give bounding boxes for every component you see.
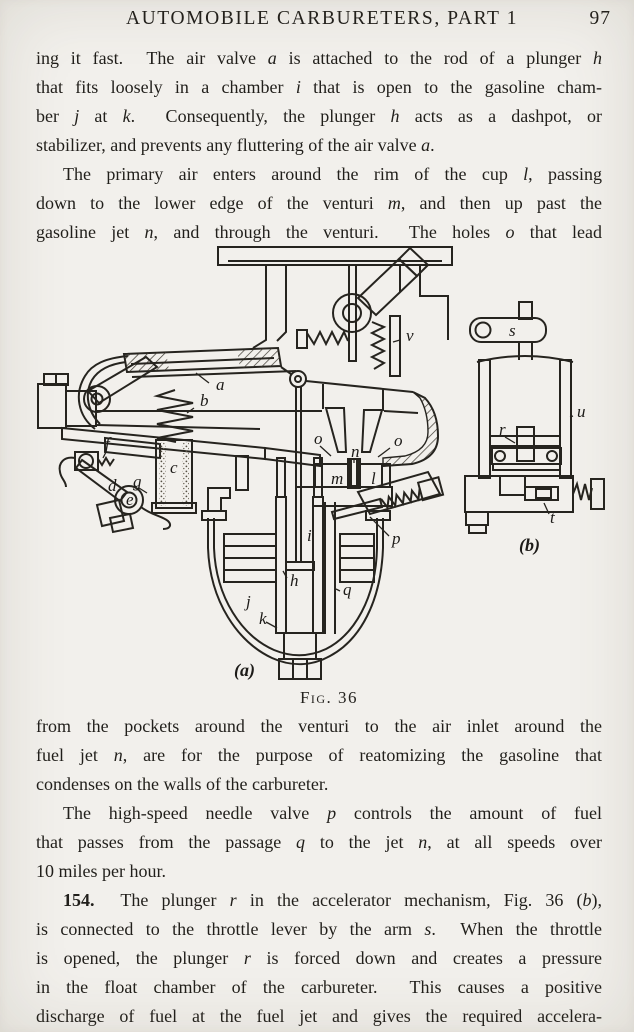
figure-label-q-16: q — [343, 580, 352, 599]
figure-label-o-10: o — [394, 431, 403, 450]
text-line: is opened, the plunger r is forced down and creates a pressure — [36, 948, 602, 968]
figure-label-n-9: n — [351, 442, 360, 461]
figure-label-b-24: (b) — [519, 535, 540, 555]
figure-36 — [0, 243, 634, 688]
figure-label-r-22: r — [499, 420, 506, 439]
text-line: 154. The plunger r in the accelerator mechanism, Fig. 36 (b), — [63, 890, 602, 910]
label-leader-line — [336, 589, 340, 591]
figure-label-s-20: s — [509, 321, 516, 340]
text-block-above-figure — [36, 44, 602, 247]
figure-label-c-4: c — [170, 458, 178, 477]
float-bowl — [202, 371, 390, 679]
text-line: stabilizer, and prevents any fluttering of the air valve a. — [36, 135, 435, 155]
text-line: that passes from the passage q to the jet n, at all speeds over — [36, 832, 602, 852]
figure-label-a-0: a — [216, 375, 225, 394]
figure-label-d-6: d — [108, 476, 117, 495]
figure-label-o-8: o — [314, 429, 323, 448]
page-number: 97 — [589, 8, 611, 29]
text-line: 10 miles per hour. — [36, 861, 166, 881]
figure-label-l-12: l — [371, 469, 376, 488]
text-line: is connected to the throttle lever by the arm s. When the throttle — [36, 919, 602, 939]
text-line: in the float chamber of the carbureter. This causes a positive — [36, 977, 602, 997]
label-leader-line — [393, 340, 400, 342]
figure-36-drawing — [0, 243, 634, 688]
figure-label-a-19: (a) — [234, 660, 255, 680]
figure-label-h-14: h — [290, 571, 299, 590]
figure-label-f-3: f — [105, 434, 110, 453]
figure-label-b-1: b — [200, 391, 209, 410]
figure-label-g-5: g — [133, 472, 142, 491]
text-line: gasoline jet n, and through the venturi. The holes o that lead — [36, 222, 602, 242]
figure-label-k-18: k — [259, 609, 267, 628]
paragraph — [36, 886, 602, 1031]
carbureter-section-a — [38, 247, 452, 679]
text-line: The primary air enters around the rim of the cup l, passing — [63, 164, 602, 184]
running-head-title: AUTOMOBILE CARBURETERS, PART 1 — [125, 8, 519, 29]
text-line: fuel jet n, are for the purpose of reatomizing the gasoline that — [36, 745, 602, 765]
page-header — [0, 8, 634, 38]
figure-label-j-17: j — [246, 592, 251, 611]
paragraph — [36, 44, 602, 160]
figure-label-p-15: p — [392, 529, 401, 548]
label-leader-line — [378, 448, 390, 457]
paragraph — [36, 799, 602, 886]
text-line: from the pockets around the venturi to the air inlet around the — [36, 716, 602, 736]
paragraph — [36, 160, 602, 247]
paragraph — [36, 712, 602, 799]
text-line: discharge of fuel at the fuel jet and gives the required accelera- — [36, 1006, 602, 1026]
text-line: down to the lower edge of the venturi m, and then up past the — [36, 193, 603, 213]
figure-caption: Fig. 36 — [299, 688, 359, 707]
figure-label-e-7: e — [126, 490, 134, 509]
text-line: The high-speed needle valve p controls the amount of fuel — [63, 803, 602, 823]
figure-label-m-11: m — [331, 469, 344, 488]
text-line: condenses on the walls of the carbureter. — [36, 774, 329, 794]
text-block-below-figure — [36, 712, 602, 1031]
text-line: ber j at k. Consequently, the plunger h acts as a dashpot, or — [36, 106, 603, 126]
figure-label-u-21: u — [577, 402, 586, 421]
venturi-and-jet — [296, 384, 392, 506]
text-line: that fits loosely in a chamber i that is open to the gasoline cham- — [36, 77, 603, 97]
text-line: ing it fast. The air valve a is attached to the rod of a plunger h — [36, 48, 603, 68]
figure-label-i-13: i — [307, 526, 312, 545]
figure-label-t-23: t — [550, 508, 555, 527]
figure-label-v-2: v — [406, 326, 414, 345]
